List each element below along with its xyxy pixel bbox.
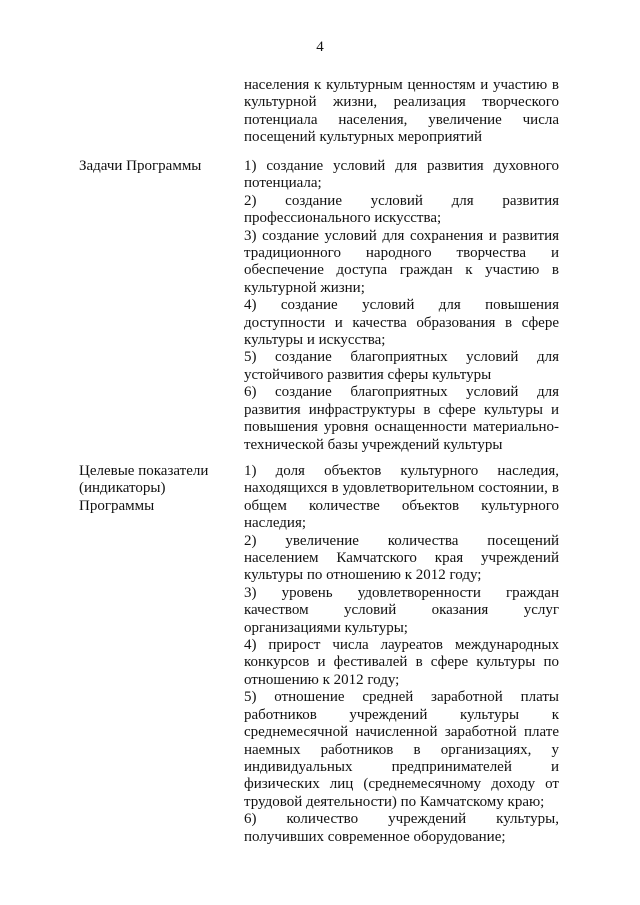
- task-item: 5) создание благоприятных условий для устойчивого развития сферы культуры: [244, 349, 559, 383]
- task-item: 2) создание условий для развития профессионального искусства;: [244, 192, 559, 227]
- indicators-label-line: Целевые показатели: [79, 463, 209, 479]
- task-item: 4) создание условий для повышения доступности и качества образования в сфере культуры и искусства;: [244, 297, 559, 349]
- goal-continuation: [244, 77, 559, 147]
- task-item: 1) создание условий для развития духовного потенциала;: [244, 158, 559, 192]
- goal-continuation-text: населения к культурным ценностям и участию в культурной жизни, реализация творческого потенциала населения, увеличение числа посещений культурных мероприятий: [244, 77, 559, 146]
- indicator-item: 6) количество учреждений культуры, получивших современное оборудование;: [244, 811, 559, 845]
- indicators-label-line: Программы: [79, 497, 155, 514]
- tasks-label: Задачи Программы: [79, 158, 202, 174]
- indicators-list: [244, 463, 559, 846]
- tasks-list: [244, 158, 559, 454]
- indicator-item: 3) уровень удовлетворенности граждан качеством условий оказания услуг организациями культуры;: [244, 584, 559, 636]
- indicator-item: 2) увеличение количества посещений населением Камчатского края учреждений культуры по отношению к 2012 году;: [244, 532, 559, 584]
- indicators-label-line: (индикаторы): [79, 480, 166, 497]
- page-number: 4: [316, 39, 324, 55]
- indicator-item: 1) доля объектов культурного наследия, находящихся в удовлетворительном состоянии, в общем количестве объектов культурного наследия;: [244, 463, 559, 532]
- indicator-item: 5) отношение средней заработной платы работников учреждений культуры к среднемесячной начисленной заработной плате наемных работников в организациях, у индивидуальных предпринимателей и физических лиц (среднемесячному доходу от трудовой деятельности) по Камчатскому краю;: [244, 689, 559, 810]
- task-item: 6) создание благоприятных условий для развития инфраструктуры в сфере культуры и повышения уровня оснащенности материально-технической базы учреждений культуры: [244, 384, 559, 453]
- indicator-item: 4) прирост числа лауреатов международных конкурсов и фестивалей в сфере культуры по отношению к 2012 году;: [244, 637, 559, 688]
- task-item: 3) создание условий для сохранения и развития традиционного народного творчества и обеспечение доступа граждан к участию в культурной жизни;: [244, 227, 559, 296]
- indicators-label: [79, 463, 229, 515]
